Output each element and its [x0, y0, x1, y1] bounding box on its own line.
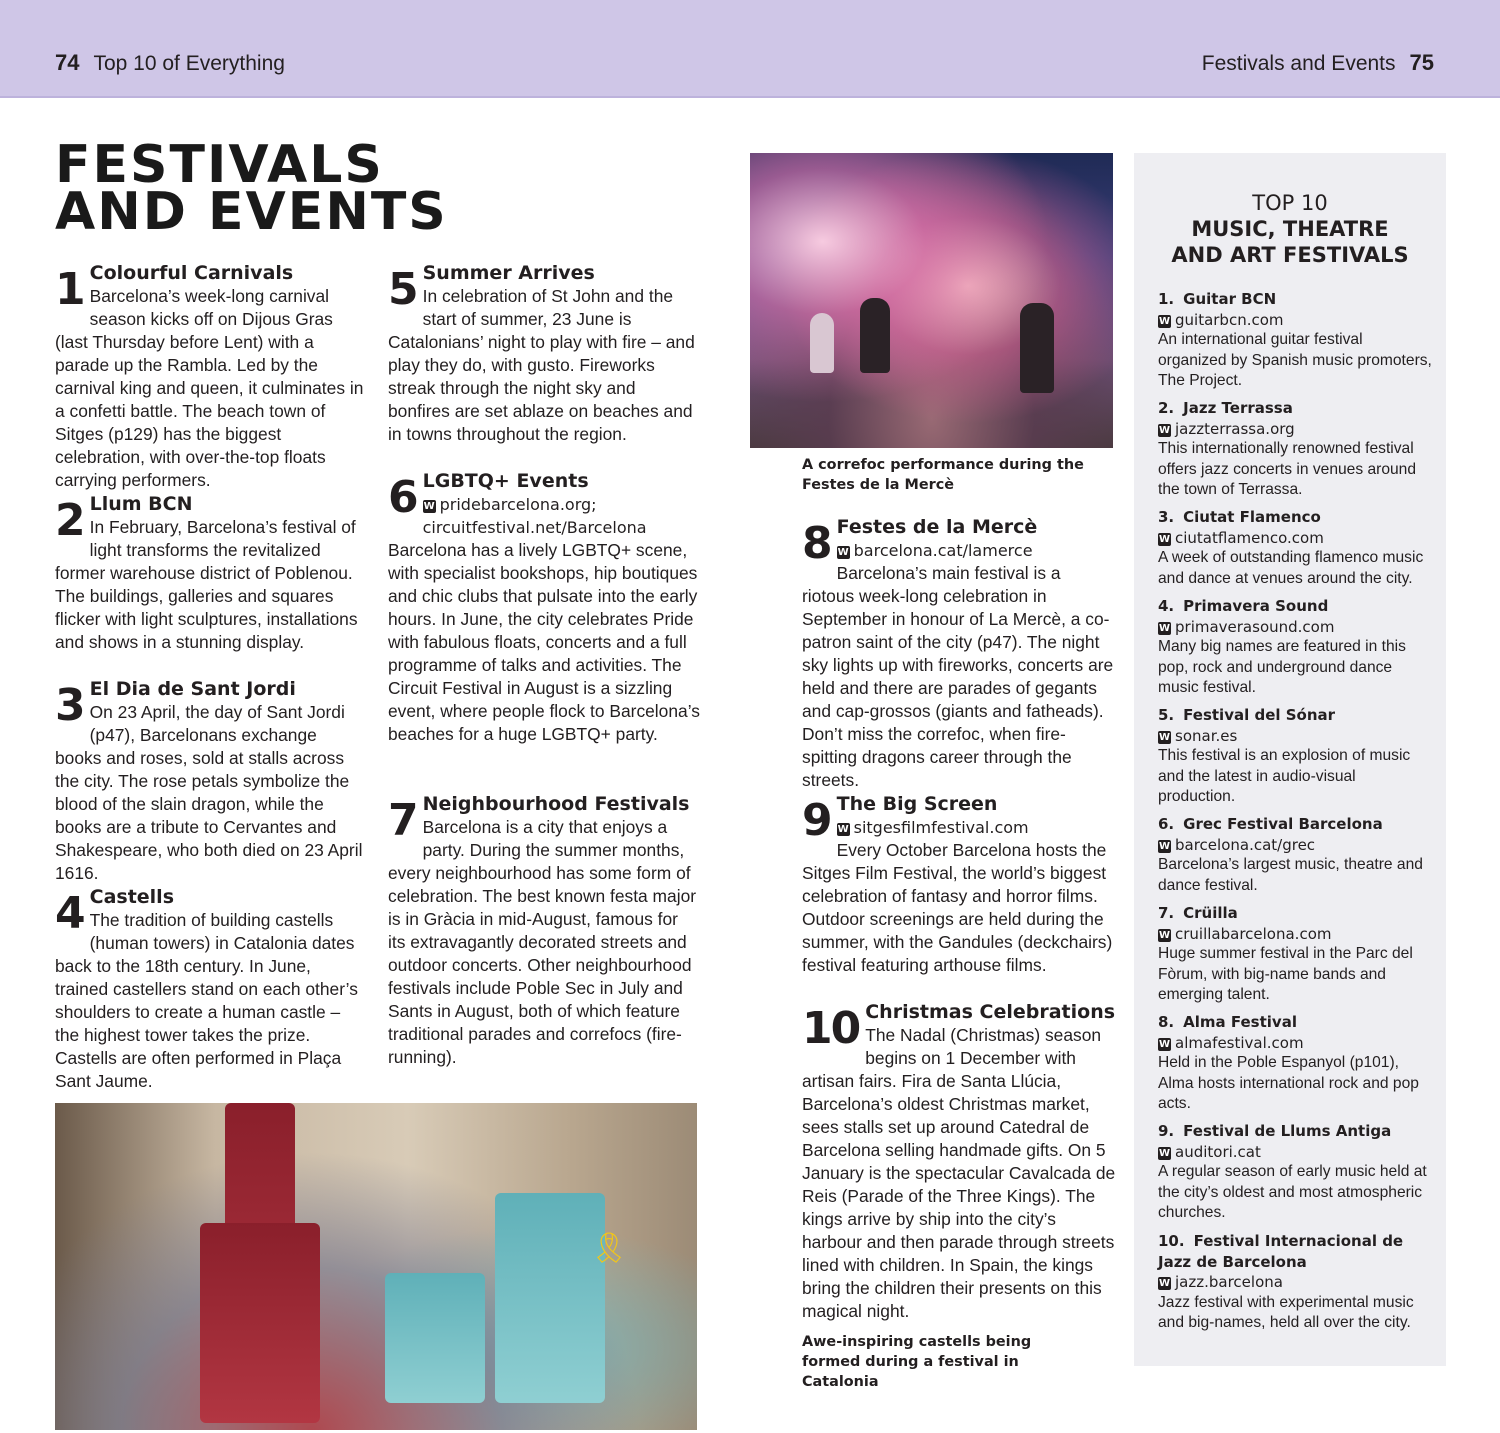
- sidebar-list-item: 8. Alma Festival W almafestival.com Held in the Poble Espanyol (p101), Alma hosts international rock and pop acts.: [1158, 1012, 1433, 1115]
- festival-name: Festival Internacional de Jazz de Barcelona: [1158, 1232, 1404, 1271]
- web-icon: W: [1158, 424, 1171, 436]
- festival-description: An international guitar festival organized by Spanish music promoters, The Project.: [1158, 331, 1432, 389]
- festival-item: [55, 886, 365, 1093]
- item-heading: Llum BCN: [89, 493, 193, 515]
- yellow-ribbon-icon: 🎗: [590, 1232, 629, 1265]
- item-body: Every October Barcelona hosts the Sitges Film Festival, the world’s biggest celebration of fantasy and horror films. Outdoor screenings are held during the summer, with the Gandules (deckchairs) festival featuring arthouse films.: [802, 840, 1113, 975]
- festival-web-link[interactable]: W cruillabarcelona.com: [1158, 924, 1332, 943]
- correfoc-photo: [750, 153, 1113, 448]
- header-left: [55, 50, 299, 76]
- sidebar-title: MUSIC, THEATRE AND ART FESTIVALS: [1171, 217, 1409, 267]
- festival-name: Guitar BCN: [1183, 290, 1277, 308]
- item-body: In celebration of St John and the start of summer, 23 June is Catalonians’ night to play with fire – and play they do, with gusto. Fireworks streak through the night sky and bonfires are set ablaze on beaches and in towns throughout the region.: [388, 286, 695, 444]
- festival-web-link[interactable]: W almafestival.com: [1158, 1033, 1304, 1052]
- sidebar-list-item: 3. Ciutat Flamenco W ciutatflamenco.com A week of outstanding flamenco music and dance at venues around the city.: [1158, 507, 1433, 589]
- web-icon: W: [1158, 929, 1171, 941]
- page-title: [55, 135, 448, 242]
- item-body: Barcelona’s main festival is a riotous week-long celebration in September in honour of La Mercè, a co-patron saint of the city (p47). The night sky lights up with fireworks, concerts are held and there are parades of gegants and cap-grossos (giants and fatheads). Don’t miss the correfoc, when fire-spitting dragons career through the streets.: [802, 563, 1114, 790]
- festival-item: [388, 262, 700, 446]
- item-body: In February, Barcelona’s festival of light transforms the revitalized former warehouse district of Poblenou. The buildings, galleries and squares flicker with light sculptures, installations and shows in a stunning display.: [55, 517, 358, 652]
- human-tower: [495, 1193, 605, 1403]
- item-number: 8: [802, 518, 831, 569]
- item-body: Barcelona is a city that enjoys a party. During the summer months, every neighbourhood has some form of celebration. The best known festa major is in Gràcia in mid-August, famous for its extravagantly decorated streets and outdoor concerts. Other neighbourhood festivals include Poble Sec in July and Sants in August, both of which feature traditional parades and correfocs (fire-running).: [388, 817, 697, 1067]
- sidebar-heading: [1134, 191, 1446, 268]
- item-body: Barcelona’s week-long carnival season kicks off on Dijous Gras (last Thursday before Lent) with a parade up the Rambla. Led by the carnival king and queen, it culminates in a confetti battle. The beach town of Sitges (p129) has the biggest celebration, with over-the-top floats carrying performers.: [55, 286, 364, 490]
- item-heading: Festes de la Mercè: [836, 516, 1038, 538]
- item-web-link[interactable]: W barcelona.cat/lamerce: [837, 541, 1033, 560]
- festival-web-link[interactable]: W ciutatflamenco.com: [1158, 528, 1324, 547]
- item-heading: El Dia de Sant Jordi: [89, 678, 296, 700]
- item-heading: LGBTQ+ Events: [422, 470, 589, 492]
- sidebar-list-item: 9. Festival de Llums Antiga W auditori.cat A regular season of early music held at the city’s oldest and most atmospheric churches.: [1158, 1121, 1433, 1224]
- sidebar-list-item: 6. Grec Festival Barcelona W barcelona.cat/grec Barcelona’s largest music, theatre and dance festival.: [1158, 814, 1433, 896]
- item-number: 9: [802, 795, 831, 846]
- item-heading: Christmas Celebrations: [865, 1001, 1116, 1023]
- right-page-number: 75: [1409, 50, 1434, 75]
- festival-item: [55, 493, 365, 654]
- item-number: 5: [388, 264, 417, 315]
- left-section-title: Top 10 of Everything: [93, 52, 285, 75]
- item-number: 2: [55, 495, 84, 546]
- web-icon: W: [1158, 1278, 1171, 1289]
- sidebar-list-item: 1. Guitar BCN W guitarbcn.com An international guitar festival organized by Spanish music promoters, The Project.: [1158, 290, 1432, 389]
- castells-photo-caption: Awe-inspiring castells being formed during a festival in Catalonia: [802, 1334, 1032, 1390]
- festival-name: Ciutat Flamenco: [1183, 508, 1321, 526]
- festival-name: Jazz Terrassa: [1183, 399, 1293, 417]
- item-body: On 23 April, the day of Sant Jordi (p47), Barcelonans exchange books and roses, sold at stalls across the city. The rose petals symbolize the blood of the slain dragon, while the books are a tribute to Cervantes and Shakespeare, who both died on 23 April 1616.: [55, 702, 363, 883]
- sidebar-list-item: 10. Festival Internacional de Jazz de Barcelona W jazz.barcelona Jazz festival with experimental music and big-names, held all over the city.: [1158, 1231, 1433, 1334]
- festival-item: [55, 678, 365, 885]
- festival-description: A regular season of early music held at the city’s oldest and most atmospheric churches.: [1158, 1163, 1427, 1221]
- web-icon: W: [837, 547, 849, 558]
- festival-name: Festival de Llums Antiga: [1183, 1122, 1392, 1140]
- item-number: 3: [55, 680, 84, 731]
- top10-sidebar: [1134, 153, 1446, 1366]
- page-title-line1: FESTIVALS: [55, 135, 384, 195]
- item-number: 1: [55, 264, 84, 315]
- left-page-number: 74: [55, 50, 80, 75]
- festival-web-link[interactable]: W primaverasound.com: [1158, 617, 1335, 636]
- item-heading: The Big Screen: [836, 793, 998, 815]
- festival-item: [802, 516, 1114, 792]
- festival-description: Huge summer festival in the Parc del Fòrum, with big-name bands and emerging talent.: [1158, 945, 1413, 1003]
- festival-web-link[interactable]: W auditori.cat: [1158, 1142, 1261, 1161]
- festival-description: A week of outstanding flamenco music and dance at venues around the city.: [1158, 549, 1424, 587]
- item-heading: Neighbourhood Festivals: [422, 793, 690, 815]
- festival-web-link[interactable]: W jazzterrassa.org: [1158, 419, 1295, 438]
- human-tower: [385, 1273, 485, 1403]
- web-icon: W: [1158, 315, 1171, 327]
- festival-description: Many big names are featured in this pop, rock and underground dance music festival.: [1158, 638, 1406, 696]
- festival-name: Primavera Sound: [1183, 597, 1329, 615]
- festival-web-link[interactable]: W barcelona.cat/grec: [1158, 835, 1316, 854]
- item-number: 7: [388, 795, 417, 846]
- sidebar-list-item: 2. Jazz Terrassa W jazzterrassa.org This internationally renowned festival offers jazz concerts in venues around the town of Terrassa.: [1158, 398, 1433, 501]
- web-icon: W: [1158, 533, 1171, 545]
- festival-description: This internationally renowned festival offers jazz concerts in venues around the town of Terrassa.: [1158, 440, 1417, 498]
- web-icon: W: [1158, 731, 1171, 743]
- item-heading: Summer Arrives: [422, 262, 595, 284]
- festival-web-link[interactable]: W guitarbcn.com: [1158, 310, 1284, 329]
- sidebar-list-item: 5. Festival del Sónar W sonar.es This festival is an explosion of music and the latest in audio-visual production.: [1158, 705, 1433, 808]
- performer-figure: [860, 298, 890, 373]
- item-web-link[interactable]: W pridebarcelona.org; circuitfestival.net/Barcelona: [422, 495, 647, 537]
- human-tower: [200, 1223, 320, 1423]
- right-section-title: Festivals and Events: [1201, 52, 1396, 75]
- festival-item: [388, 470, 700, 746]
- item-number: 10: [802, 1003, 860, 1054]
- web-icon: W: [1158, 1038, 1171, 1050]
- performer-figure: [1020, 303, 1054, 393]
- item-number: 6: [388, 472, 417, 523]
- sidebar-list-item: 7. Crüilla W cruillabarcelona.com Huge summer festival in the Parc del Fòrum, with big-name bands and emerging talent.: [1158, 903, 1433, 1006]
- festival-description: Held in the Poble Espanyol (p101), Alma hosts international rock and pop acts.: [1158, 1054, 1419, 1112]
- item-heading: Colourful Carnivals: [89, 262, 294, 284]
- festival-description: Jazz festival with experimental music and big-names, held all over the city.: [1158, 1293, 1414, 1331]
- festival-web-link[interactable]: W sonar.es: [1158, 726, 1238, 745]
- web-icon: W: [837, 824, 849, 835]
- item-body: The tradition of building castells (human towers) in Catalonia dates back to the 18th century. In June, trained castellers stand on each other’s shoulders to create a human castle – the highest tower takes the prize. Castells are often performed in Plaça Sant Jaume.: [55, 910, 358, 1091]
- sidebar-top-label: TOP 10: [1252, 191, 1328, 215]
- festival-item: [802, 793, 1114, 977]
- festival-item: [55, 262, 365, 492]
- header-right: [1188, 50, 1434, 76]
- web-icon: W: [1158, 1147, 1171, 1159]
- festival-description: Barcelona’s largest music, theatre and dance festival.: [1158, 856, 1423, 894]
- page-header: [0, 0, 1500, 98]
- fire-photo-caption: A correfoc performance during the Festes de la Mercè: [802, 457, 1084, 493]
- page-title-line2: AND EVENTS: [55, 182, 448, 242]
- festival-name: Alma Festival: [1183, 1013, 1297, 1031]
- festival-name: Grec Festival Barcelona: [1183, 815, 1383, 833]
- item-heading: Castells: [89, 886, 175, 908]
- web-icon: W: [1158, 840, 1171, 852]
- item-web-link[interactable]: W sitgesfilmfestival.com: [837, 818, 1029, 837]
- web-icon: W: [1158, 622, 1171, 634]
- festival-name: Crüilla: [1183, 904, 1238, 922]
- performer-figure: [810, 313, 834, 373]
- festival-item: [388, 793, 700, 1069]
- castells-photo: [55, 1103, 697, 1430]
- festival-web-link[interactable]: W jazz.barcelona: [1158, 1273, 1283, 1291]
- sidebar-list-item: 4. Primavera Sound W primaverasound.com Many big names are featured in this pop, rock and underground dance music festival.: [1158, 596, 1433, 699]
- festival-description: This festival is an explosion of music and the latest in audio-visual production.: [1158, 747, 1411, 805]
- festival-item: [802, 1001, 1117, 1323]
- item-body: The Nadal (Christmas) season begins on 1 December with artisan fairs. Fira de Santa Llúcia, Barcelona’s oldest Christmas market, sees stalls set up around Catedral de Barcelona selling handmade gifts. On 5 January is the spectacular Cavalcada de Reis (Parade of the Three Kings). The kings arrive by ship into the city’s harbour and then parade through streets lined with children. In Spain, the kings bring the children their presents on this magical night.: [802, 1025, 1116, 1321]
- item-body: Barcelona has a lively LGBTQ+ scene, with specialist bookshops, hip boutiques and chic clubs that pulsate into the early hours. In June, the city celebrates Pride with fabulous floats, concerts and a full programme of talks and activities. The Circuit Festival in August is a sizzling event, where people flock to Barcelona’s beaches for a huge LGBTQ+ party.: [388, 540, 700, 744]
- web-icon: W: [423, 501, 435, 512]
- item-number: 4: [55, 888, 84, 939]
- festival-name: Festival del Sónar: [1183, 706, 1336, 724]
